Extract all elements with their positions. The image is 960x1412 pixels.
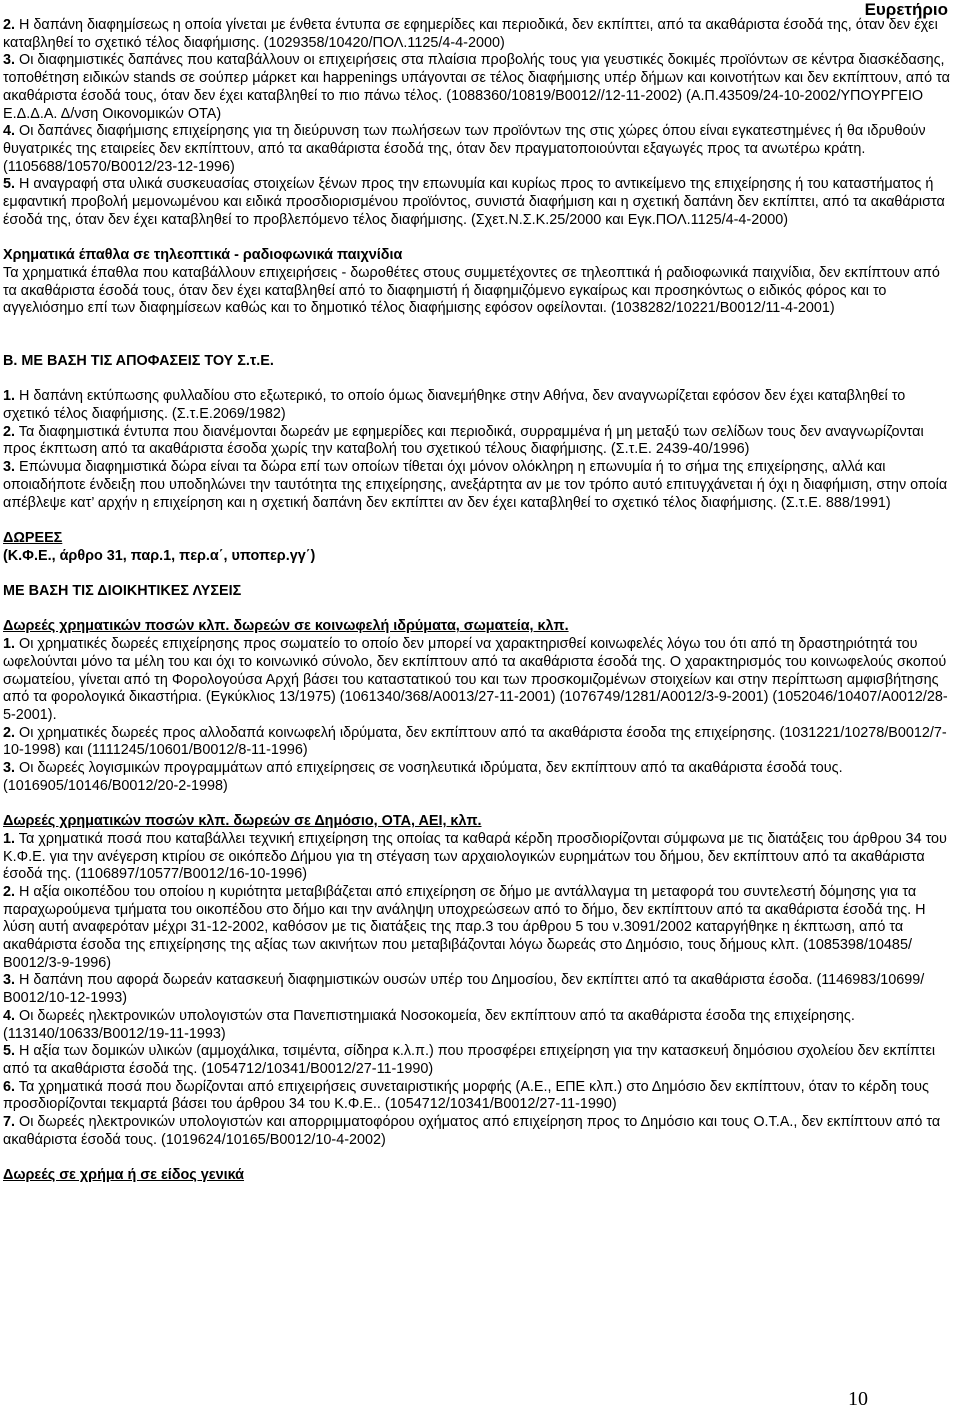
ad-expense-items: [3, 17, 953, 229]
item-number: 1.: [3, 388, 16, 405]
item-text: Οι χρηματικές δωρεές επιχείρησης προς σωματείο το οποίο δεν μπορεί να χαρακτηρισθεί κοινωφελές λόγω του ότι από τη δραστηριότητά του ωφελούνται μόνο τα μέλη του και όχι το κοινωνικό σύνολο, δεν εκπίπτουν από τα ακαθάριστα έσοδά της. Ο χαρακτηρισμός του κοινωφελούς σκοπού σωματείου, γίνεται από τη Φορολογούσα Αρχή βάσει του καταστατικού του και των προσκομιζομένων στοιχείων και στην περίπτωση αμφισβήτησης από τα φορολογικά δικαστήρια. (Εγκύκλιος 13/1975) (1061340/368/Α0013/27-11-2001) (1076749/1281/Α0012/3-9-2001) (1052046/10407/Α0012/28-5-2001).: [3, 636, 948, 723]
item-number: 3.: [3, 972, 16, 989]
numbered-item: [3, 760, 953, 795]
item-number: 7.: [3, 1114, 16, 1131]
numbered-item: [3, 1043, 953, 1078]
item-text: Οι δωρεές λογισμικών προγραμμάτων από επιχείρησεις σε νοσηλευτικά ιδρύματα, δεν εκπίπτουν από τα ακαθάριστα έσοδά τους. (1016905/10146/Β0012/20-2-1998): [3, 760, 843, 794]
numbered-item: [3, 725, 953, 760]
item-number: 5.: [3, 1043, 16, 1060]
numbered-item: [3, 636, 953, 725]
item-number: 2.: [3, 17, 16, 33]
numbered-item: [3, 831, 953, 884]
page-number: 10: [848, 1388, 868, 1410]
numbered-item: [3, 123, 953, 176]
item-number: 4.: [3, 123, 16, 140]
games-heading: Χρηματικά έπαθλα σε τηλεοπτικά - ραδιοφωνικά παιχνίδια: [3, 247, 403, 264]
item-text: Οι διαφημιστικές δαπάνες που καταβάλλουν οι επιχειρήσεις στα πλαίσια προβολής τους για γευστικές δοκιμές προϊόντων σε κέντρα διασκέδασης, τοποθέτηση ειδικών stands σε σούπερ μάρκετ και happenings υπάγονται σε τέλος διαφήμισης υπέρ δήμων και κοινοτήτων και δεν εκπίπτουν, από τα ακαθάριστα έσοδά τους, όταν δεν έχει καταβληθεί το πιο πάνω τέλος. (1088360/10819/Β0012//12-11-2002) (Α.Π.43509/24-10-2002/ΥΠΟΥΡΓΕΙΟ Ε.Δ.Δ.Α. Δ/νση Οικονομικών ΟΤΑ): [3, 52, 950, 122]
cash-or-kind-heading: Δωρεές σε χρήμα ή σε είδος γενικά: [3, 1167, 245, 1184]
item-text: Τα χρηματικά ποσά που καταβάλλει τεχνική επιχείρηση της οποίας τα καθαρά κέρδη προσδιορίζονται σύμφωνα με τις διατάξεις του άρθρου 34 του Κ.Φ.Ε. για την ανέγερση κτιρίου σε οικόπεδο Δήμου για τη στέγαση των αρχαιολογικών ευρημάτων του δήμου, δεν εκπίπτουν από τα ακαθάριστα έσοδά της. (1106897/10577/Β0012/16-10-1996): [3, 830, 947, 883]
item-number: 3.: [3, 760, 16, 777]
item-text: Η δαπάνη εκτύπωσης φυλλαδίου στο εξωτερικό, το οποίο όμως διανεμήθηκε στην Αθήνα, δεν αναγνωρίζεται εφόσον δεν έχει καταβληθεί το σχετικό τέλος διαφήμισης. (Σ.τ.Ε.2069/1982): [3, 388, 906, 423]
item-number: 1.: [3, 830, 16, 847]
numbered-item: [3, 52, 953, 123]
numbered-item: [3, 884, 953, 973]
numbered-item: [3, 1008, 953, 1043]
numbered-item: [3, 424, 953, 459]
item-number: 6.: [3, 1078, 16, 1095]
numbered-item: [3, 459, 953, 512]
section-b-heading: Β. ΜΕ ΒΑΣΗ ΤΙΣ ΑΠΟΦΑΣΕΙΣ ΤΟΥ Σ.τ.Ε.: [3, 352, 274, 369]
item-text: Οι χρηματικές δωρεές προς αλλοδαπά κοινωφελή ιδρύματα, δεν εκπίπτουν από τα ακαθάριστα έσοδα της επιχείρησης. (1031221/10278/Β0012/7-10-1998) και (1111245/10601/Β0012/8-11-1996): [3, 724, 947, 759]
item-number: 2.: [3, 724, 16, 741]
admin-heading: ΜΕ ΒΑΣΗ ΤΙΣ ΔΙΟΙΚΗΤΙΚΕΣ ΛΥΣΕΙΣ: [3, 583, 242, 600]
item-text: Οι δωρεές ηλεκτρονικών υπολογιστών στα Πανεπιστημιακά Νοσοκομεία, δεν εκπίπτουν από τα ακαθάριστα έσοδα της επιχείρησης. (113140/10633/Β0012/19-11-1993): [3, 1007, 855, 1042]
index-link[interactable]: Ευρετήριο: [864, 0, 948, 19]
numbered-item: [3, 17, 953, 52]
item-text: Η αξία των δομικών υλικών (αμμοχάλικα, τσιμέντα, σίδηρα κ.λ.π.) που προσφέρει επιχείρηση για την κατασκευή δημόσιου σχολείου δεν εκπίπτει από τα ακαθάριστα έσοδά της. (1054712/10341/Β0012/27-11-1990): [3, 1043, 936, 1077]
donations-subheading: (Κ.Φ.Ε., άρθρο 31, παρ.1, περ.α΄, υποπερ.γγ΄): [3, 547, 316, 564]
item-text: Οι δωρεές ηλεκτρονικών υπολογιστών και απορριμματοφόρου οχήματος από επιχείρηση προς το Δημόσιο και τους Ο.Τ.Α., δεν εκπίπτουν από τα ακαθάριστα έσοδά τους. (1019624/10165/Β0012/10-4-2002): [3, 1114, 941, 1148]
item-text: Η δαπάνη που αφορά δωρεάν κατασκευή διαφημιστικών ουσών υπέρ του Δημοσίου, δεν εκπίπτει από τα ακαθάριστα έσοδα. (1146983/10699/Β0012/10-12-1993): [3, 972, 925, 1007]
donations-heading: ΔΩΡΕΕΣ: [3, 529, 63, 546]
numbered-item: [3, 388, 953, 423]
document-page: [3, 0, 953, 1185]
numbered-item: [3, 1114, 953, 1149]
public-items: [3, 831, 953, 1150]
numbered-item: [3, 1079, 953, 1114]
public-heading: Δωρεές χρηματικών ποσών κλπ. δωρεών σε Δημόσιο, ΟΤΑ, ΑΕΙ, κλπ.: [3, 813, 482, 830]
item-number: 2.: [3, 883, 16, 900]
section-b-items: [3, 388, 953, 512]
charity-items: [3, 636, 953, 795]
item-text: Η αξία οικοπέδου του οποίου η κυριότητα μεταβιβάζεται από επιχείρηση σε δήμο με αντάλλαγμα τη μεταφορά του συντελεστή δόμησης για τα παραχωρούμενα τμήματα του οικοπέδου στο δήμο και την ανάληψη υποχρεώσεων από το δήμο, δεν εκπίπτουν από τα ακαθάριστα έσοδά της. Η λύση αυτή αναφερόταν μέχρι 31-12-2002, καθόσον με τις διατάξεις της παρ.3 του άρθρου 5 του ν.3091/2002 καταργήθηκε η έκπτωση, από τα ακαθάριστα έσοδα της επιχείρησης της αξίας των ακινήτων που μεταβιβάζονται λόγω δωρεάς στο Δημόσιο, τους δήμους κλπ. (1085398/10485/Β0012/3-9-1996): [3, 883, 926, 971]
charity-heading: Δωρεές χρηματικών ποσών κλπ. δωρεών σε κοινωφελή ιδρύματα, σωματεία, κλπ.: [3, 618, 569, 635]
item-number: 4.: [3, 1007, 16, 1024]
item-number: 5.: [3, 176, 16, 193]
numbered-item: [3, 972, 953, 1007]
item-text: Η αναγραφή στα υλικά συσκευασίας στοιχείων ξένων προς την επωνυμία και κυρίως προς το αντικείμενο της επιχείρησης ή του καταστήματος ή εμφαντική προβολή μεμονωμένου και ειδικά προσδιορισμένου προϊόντος, συνιστά διαφήμιση και η σχετική δαπάνη δεν εκπίπτει, από τα ακαθάριστα έσοδά της, όταν δεν έχει καταβληθεί το προβλεπόμενο τέλος διαφήμισης. (Σχετ.Ν.Σ.Κ.25/2000 και Εγκ.ΠΟΛ.1125/4-4-2000): [3, 176, 945, 228]
numbered-item: [3, 176, 953, 229]
item-text: Τα διαφημιστικά έντυπα που διανέμονται δωρεάν με εφημερίδες και περιοδικά, συρραμμένα ή μη μεταξύ των σελίδων τους δεν αναγνωρίζονται προς έκπτωση από τα ακαθάριστα έσοδα χωρίς την καταβολή του σχετικού τέλους διαφήμισης. (Σ.τ.Ε. 2439-40/1996): [3, 423, 924, 458]
item-number: 3.: [3, 459, 16, 476]
item-text: Οι δαπάνες διαφήμισης επιχείρησης για τη διεύρυνση των πωλήσεων των προϊόντων της στις χώρες όπου είναι εγκατεστημένες ή θα ιδρυθούν θυγατρικές της εταιρείες δεν εκπίπτουν, από τα ακαθάριστα έσοδά της, όταν δεν πραγματοποιούνται εξαγωγές προς τα ανωτέρω κράτη. (1105688/10570/Β0012/23-12-1996): [3, 123, 926, 175]
item-text: Επώνυμα διαφημιστικά δώρα είναι τα δώρα επί των οποίων τίθεται όχι μόνον ολόκληρη η επωνυμία ή το σήμα της επιχείρησης, αλλά και οποιαδήποτε ένδειξη που υποδηλώνει την ταυτότητα της επιχείρησης, ανεξάρτητα αν με τον τρόπο αυτό επιτυγχάνεται ή όχι η διαφήμιση, στην οποία απέβλεψε κατ’ αρχήν η επιχείρηση και η σχετική δαπάνη δεν εκπίπτει αν δεν έχει καταβληθεί το σχετικό τέλος διαφήμισης. (Σ.τ.Ε. 888/1991): [3, 459, 948, 511]
item-number: 2.: [3, 423, 16, 440]
games-text: Τα χρηματικά έπαθλα που καταβάλλουν επιχειρήσεις - δωροθέτες στους συμμετέχοντες σε τηλεοπτικά ή ραδιοφωνικά παιχνίδια, δεν εκπίπτουν από τα ακαθάριστα έσοδά τους, όταν δεν έχει καταβληθεί από το διαφημιστή ή διαφημιζόμενο εγκαίρως και προσηκόντως ο ειδικός φόρος και το αγγελιόσημο επί των διαφημίσεων καθώς και το δημοτικό τέλος διαφήμισης εφόσον οφείλονται. (1038282/10221/Β0012/11-4-2001): [3, 264, 940, 317]
item-text: Τα χρηματικά ποσά που δωρίζονται από επιχειρήσεις συνεταιριστικής μορφής (Α.Ε., ΕΠΕ κλπ.) στο Δημόσιο δεν εκπίπτουν, όταν το κέρδη τους προσδιορίζονται τεκμαρτά βάσει του άρθρου 34 του Κ.Φ.Ε.. (1054712/10341/Β0012/27-11-1990): [3, 1078, 929, 1113]
item-text: Η δαπάνη διαφημίσεως η οποία γίνεται με ένθετα έντυπα σε εφημερίδες και περιοδικά, δεν εκπίπτει, από τα ακαθάριστα έσοδά της, όταν δεν έχει καταβληθεί το σχετικό τέλος διαφήμισης. (1029358/10420/ΠΟΛ.1125/4-4-2000): [3, 17, 938, 51]
item-number: 1.: [3, 636, 16, 653]
item-number: 3.: [3, 52, 16, 69]
